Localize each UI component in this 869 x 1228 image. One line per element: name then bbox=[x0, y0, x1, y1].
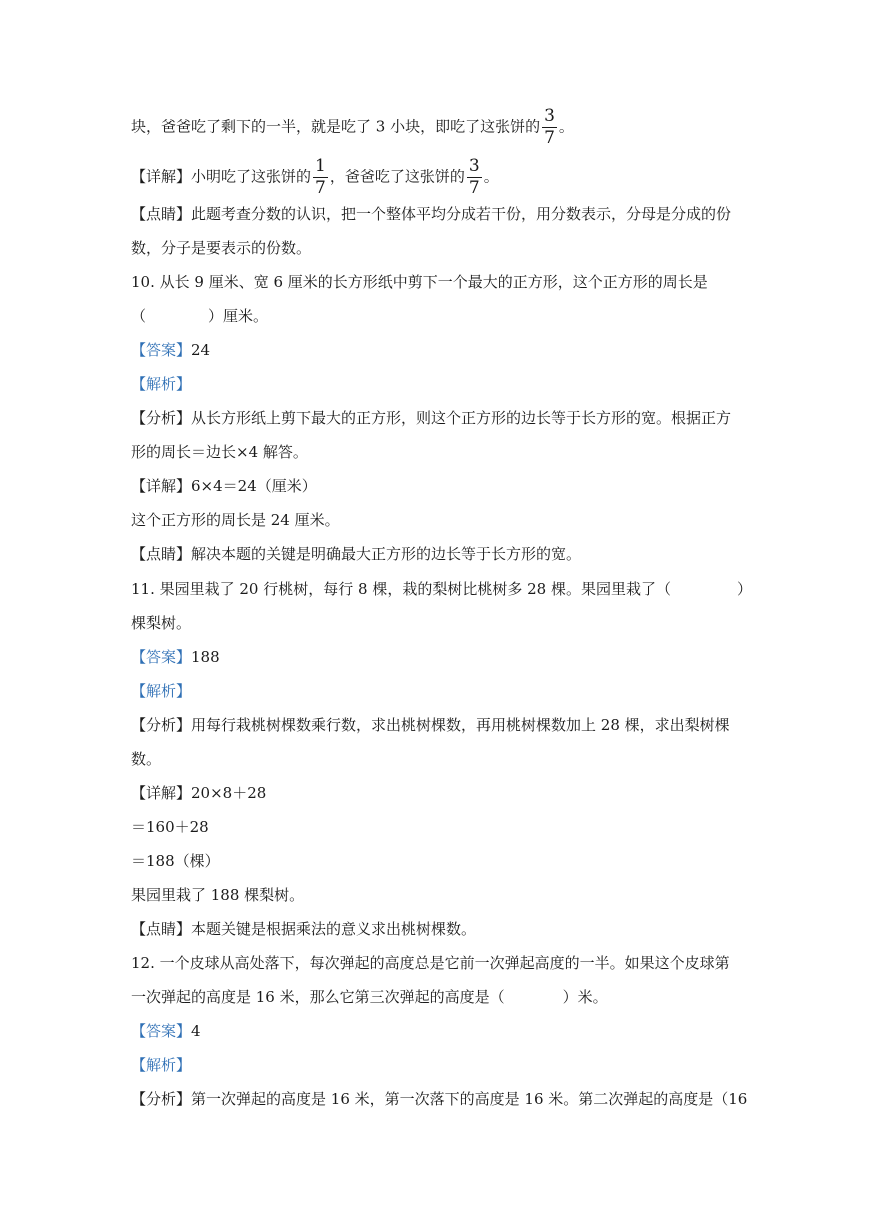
q11-detail-line-2: ＝160＋28 bbox=[131, 818, 209, 836]
q11-detail-line-3: ＝188（棵） bbox=[131, 852, 220, 870]
answer-tag: 【答案】 bbox=[131, 648, 192, 666]
q11-detail-line-1: 【详解】20×8＋28 bbox=[131, 784, 267, 802]
q10-question-line-2: （ ）厘米。 bbox=[131, 307, 269, 325]
q11-question-line-2: 棵梨树。 bbox=[131, 614, 192, 632]
q10-analysis-heading: 【解析】 bbox=[131, 375, 192, 393]
fenxi-tag: 【分析】 bbox=[131, 716, 192, 734]
q9-point-line-1: 【点睛】此题考查分数的认识，把一个整体平均分成若干份，用分数表示，分母是分成的份 bbox=[131, 205, 732, 223]
q10-answer-line bbox=[131, 340, 210, 360]
point-tag: 【点睛】 bbox=[131, 205, 192, 223]
fenxi-tag: 【分析】 bbox=[131, 1090, 192, 1108]
q12-analysis-heading: 【解析】 bbox=[131, 1056, 192, 1074]
fraction-3-7: $\frac{3}{7}$ bbox=[544, 106, 555, 148]
q11-answer-line bbox=[131, 647, 220, 667]
q10-detail-line-1: 【详解】6×4＝24（厘米） bbox=[131, 477, 317, 495]
fraction-1-7: $\frac{1}{7}$ bbox=[315, 156, 326, 198]
q10-fenxi-line-1: 【分析】从长方形纸上剪下最大的正方形，则这个正方形的边长等于长方形的宽。根据正方 bbox=[131, 409, 732, 427]
q11-fenxi-line-2: 数。 bbox=[131, 750, 162, 768]
q9-cont-text: 块，爸爸吃了剩下的一半，就是吃了 3 小块，即吃了这张饼的 bbox=[131, 117, 541, 136]
q10-question-line-1: 10. 从长 9 厘米、宽 6 厘米的长方形纸中剪下一个最大的正方形，这个正方形的周长是 bbox=[131, 273, 708, 291]
detail-tag: 【详解】 bbox=[131, 477, 192, 495]
answer-value: 24 bbox=[191, 341, 211, 359]
answer-tag: 【答案】 bbox=[131, 341, 192, 359]
q11-detail-line-4: 果园里栽了 188 棵梨树。 bbox=[131, 886, 305, 904]
point-tag: 【点睛】 bbox=[131, 545, 192, 563]
q11-question-line-1: 11. 果园里栽了 20 行桃树，每行 8 棵，栽的梨树比桃树多 28 棵。果园里栽了（ ） bbox=[131, 580, 752, 598]
q9-detail-line: 【详解】小明吃了这张饼的 $\frac{1}{7}$ ，爸爸吃了这张饼的 $\frac{3}{7}$ 。 bbox=[131, 156, 499, 198]
q12-question-line-2: 一次弹起的高度是 16 米，那么它第三次弹起的高度是（ ）米。 bbox=[131, 988, 608, 1006]
q11-analysis-heading: 【解析】 bbox=[131, 682, 192, 700]
detail-tag: 【详解】 bbox=[131, 784, 192, 802]
q9-continuation-line: 块，爸爸吃了剩下的一半，就是吃了 3 小块，即吃了这张饼的 $\frac{3}{7}$ 。 bbox=[131, 106, 574, 148]
q12-fenxi-line-1: 【分析】第一次弹起的高度是 16 米，第一次落下的高度是 16 米。第二次弹起的高度是（16 bbox=[131, 1090, 748, 1108]
q11-point-line: 【点睛】本题关键是根据乘法的意义求出桃树棵数。 bbox=[131, 920, 477, 938]
point-tag: 【点睛】 bbox=[131, 920, 192, 938]
answer-value: 4 bbox=[191, 1022, 201, 1040]
fenxi-tag: 【分析】 bbox=[131, 409, 192, 427]
detail-tag: 【详解】 bbox=[131, 167, 192, 186]
q10-point-line: 【点睛】解决本题的关键是明确最大正方形的边长等于长方形的宽。 bbox=[131, 545, 582, 563]
q12-question-line-1: 12. 一个皮球从高处落下，每次弹起的高度总是它前一次弹起高度的一半。如果这个皮球第 bbox=[131, 954, 730, 972]
q10-detail-line-2: 这个正方形的周长是 24 厘米。 bbox=[131, 511, 340, 529]
fraction-3-7: $\frac{3}{7}$ bbox=[468, 156, 480, 198]
q10-fenxi-line-2: 形的周长＝边长×4 解答。 bbox=[131, 443, 308, 461]
q12-answer-line bbox=[131, 1021, 201, 1041]
answer-tag: 【答案】 bbox=[131, 1022, 192, 1040]
answer-value: 188 bbox=[191, 648, 220, 666]
q11-fenxi-line-1: 【分析】用每行栽桃树棵数乘行数，求出桃树棵数，再用桃树棵数加上 28 棵，求出梨树棵 bbox=[131, 716, 730, 734]
q9-point-line-2: 数，分子是要表示的份数。 bbox=[131, 239, 312, 257]
